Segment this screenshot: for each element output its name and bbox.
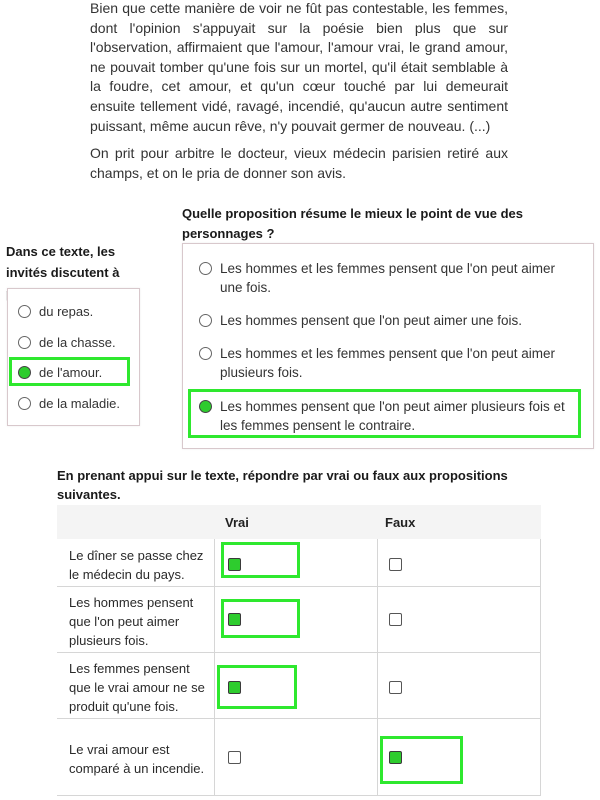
passage-text — [90, 0, 508, 191]
table-cell-vrai — [215, 539, 378, 587]
radio-button[interactable] — [18, 397, 31, 410]
checkbox-vrai[interactable] — [228, 751, 241, 764]
question-2-option-3[interactable] — [199, 344, 569, 382]
checkbox-faux[interactable] — [389, 558, 402, 571]
option-label: de la maladie. — [39, 395, 120, 411]
option-label: Les hommes et les femmes pensent que l'on peut aimer une fois. — [220, 261, 556, 295]
radio-button[interactable] — [18, 336, 31, 349]
column-header-faux: Faux — [385, 514, 416, 530]
question-2-option-2[interactable] — [199, 311, 569, 330]
checkbox-vrai-checked[interactable] — [228, 613, 241, 626]
passage-paragraph-1: Bien que cette manière de voir ne fût pas contestable, les femmes, dont l'opinion s'appuyait sur la poésie bien plus que sur l'observation, affirmaient que l'amour, l'amour vrai, le grand amour, ne pouvait tomber qu'une fois sur un mortel, qu'il était semblable à la foudre, cet amour, et qu'un cœur touché par lui demeurait ensuite tellement vidé, ravagé, incendié, qu'aucun autre sentiment puissant, même aucun rêve, n'y pouvait germer de nouveau. (...) — [90, 0, 508, 134]
table-cell-faux — [378, 587, 541, 653]
radio-button[interactable] — [18, 305, 31, 318]
option-label: de l'amour. — [39, 364, 103, 380]
table-row-statement: Le vrai amour est comparé à un incendie. — [57, 719, 215, 796]
checkbox-vrai-checked[interactable] — [228, 558, 241, 571]
radio-button[interactable] — [199, 347, 212, 360]
table-cell-vrai — [215, 587, 378, 653]
question-1-title: Dans ce texte, les invités discutent à — [6, 244, 120, 280]
column-header-vrai: Vrai — [225, 514, 249, 530]
checkbox-vrai-checked[interactable] — [228, 681, 241, 694]
question-2-title: Quelle proposition résume le mieux le point de vue des personnages ? — [182, 206, 523, 241]
table-cell-faux — [378, 653, 541, 719]
checkbox-faux-checked[interactable] — [389, 751, 402, 764]
true-false-table — [57, 505, 541, 796]
table-cell-faux — [378, 539, 541, 587]
table-cell-vrai — [215, 653, 378, 719]
question-1-option-amour[interactable] — [18, 362, 102, 382]
option-label: de la chasse. — [39, 334, 116, 350]
checkbox-faux[interactable] — [389, 681, 402, 694]
question-2-option-4[interactable] — [199, 397, 569, 435]
question-1-option-maladie[interactable] — [18, 393, 120, 413]
radio-button-selected[interactable] — [18, 366, 31, 379]
radio-button-selected[interactable] — [199, 400, 212, 413]
table-cell-faux — [378, 719, 541, 796]
table-cell-vrai — [215, 719, 378, 796]
radio-button[interactable] — [199, 314, 212, 327]
question-2-options-box — [182, 243, 594, 449]
question-1-options-box — [7, 288, 140, 426]
table-row-statement: Les femmes pensent que le vrai amour ne se produit qu'une fois. — [57, 653, 215, 719]
question-3-title: En prenant appui sur le texte, répondre par vrai ou faux aux propositions suivantes. — [57, 468, 508, 502]
checkbox-faux[interactable] — [389, 613, 402, 626]
option-label: du repas. — [39, 303, 94, 319]
option-label: Les hommes pensent que l'on peut aimer une fois. — [220, 313, 523, 328]
table-row-statement: Le dîner se passe chez le médecin du pays. — [57, 539, 215, 587]
question-2-option-1[interactable] — [199, 259, 569, 297]
passage-paragraph-2: On prit pour arbitre le docteur, vieux médecin parisien retiré aux champs, et on le pria de donner son avis. — [90, 145, 508, 181]
radio-button[interactable] — [199, 262, 212, 275]
option-label: Les hommes pensent que l'on peut aimer plusieurs fois et les femmes pensent le contraire. — [220, 399, 565, 433]
option-label: Les hommes et les femmes pensent que l'on peut aimer plusieurs fois. — [220, 346, 556, 380]
table-row-statement: Les hommes pensent que l'on peut aimer plusieurs fois. — [57, 587, 215, 653]
question-1-option-chasse[interactable] — [18, 332, 116, 352]
question-1-option-repas[interactable] — [18, 301, 93, 321]
